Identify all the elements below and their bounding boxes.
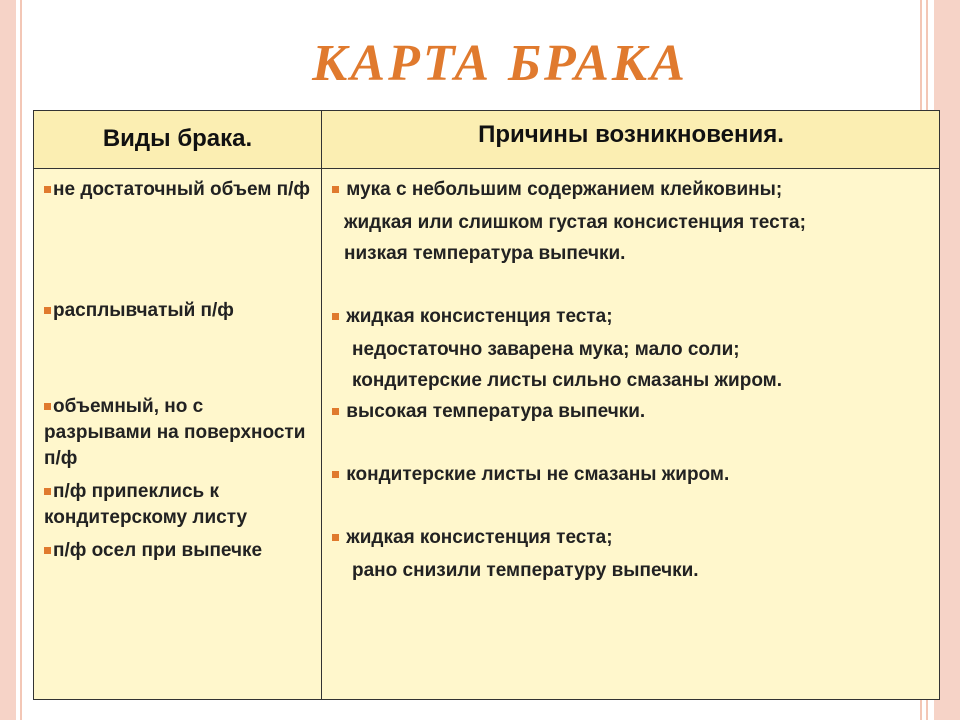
- cause-item: [332, 177, 782, 203]
- left-frame-line: [20, 0, 22, 720]
- bullet-icon: [332, 408, 339, 415]
- cause-text: жидкая консистенция теста;: [346, 527, 613, 548]
- bullet-icon: [332, 534, 339, 541]
- bullet-icon: [44, 307, 51, 314]
- cause-item: [332, 304, 613, 330]
- cause-text: кондитерские листы не смазаны жиром.: [346, 464, 730, 485]
- bullet-icon: [332, 471, 339, 478]
- bullet-icon: [332, 313, 339, 320]
- defect-item: [44, 538, 314, 564]
- bullet-icon: [332, 186, 339, 193]
- defect-text: объемный, но с разрывами на поверхности п/ф: [44, 396, 306, 469]
- left-frame-band: [0, 0, 16, 720]
- header-causes: Причины возникновения.: [478, 121, 784, 148]
- cause-line: низкая температура выпечки.: [344, 243, 626, 264]
- defect-text: расплывчатый п/ф: [53, 300, 234, 321]
- header-defect-types: Виды брака.: [102, 125, 253, 152]
- cause-line: кондитерские листы сильно смазаны жиром.: [352, 370, 783, 391]
- slide-title: КАРТА БРАКА: [312, 35, 688, 92]
- defect-item: [44, 479, 314, 531]
- defect-item: [44, 298, 314, 324]
- bullet-icon: [44, 186, 51, 193]
- defect-text: п/ф припеклись к кондитерскому листу: [44, 481, 248, 528]
- cause-line: жидкая или слишком густая консистенция теста;: [344, 212, 806, 233]
- bullet-icon: [44, 547, 51, 554]
- defect-item: [44, 394, 314, 472]
- bullet-icon: [44, 488, 51, 495]
- cause-item: [332, 525, 613, 551]
- defect-text: не достаточный объем п/ф: [53, 179, 311, 200]
- defect-text: п/ф осел при выпечке: [53, 540, 263, 561]
- bullet-icon: [44, 403, 51, 410]
- cause-line: рано снизили температуру выпечки.: [352, 560, 699, 581]
- table-header-row: [34, 111, 939, 169]
- cause-text: мука с небольшим содержанием клейковины;: [346, 179, 783, 200]
- defect-item: [44, 177, 314, 203]
- cause-item: [332, 462, 729, 488]
- cause-text: высокая температура выпечки.: [346, 401, 646, 422]
- cause-item: [332, 399, 645, 425]
- column-divider: [321, 111, 322, 699]
- defect-map-table: [33, 110, 940, 700]
- cause-text: жидкая консистенция теста;: [346, 306, 613, 327]
- cause-line: недостаточно заварена мука; мало соли;: [352, 339, 740, 360]
